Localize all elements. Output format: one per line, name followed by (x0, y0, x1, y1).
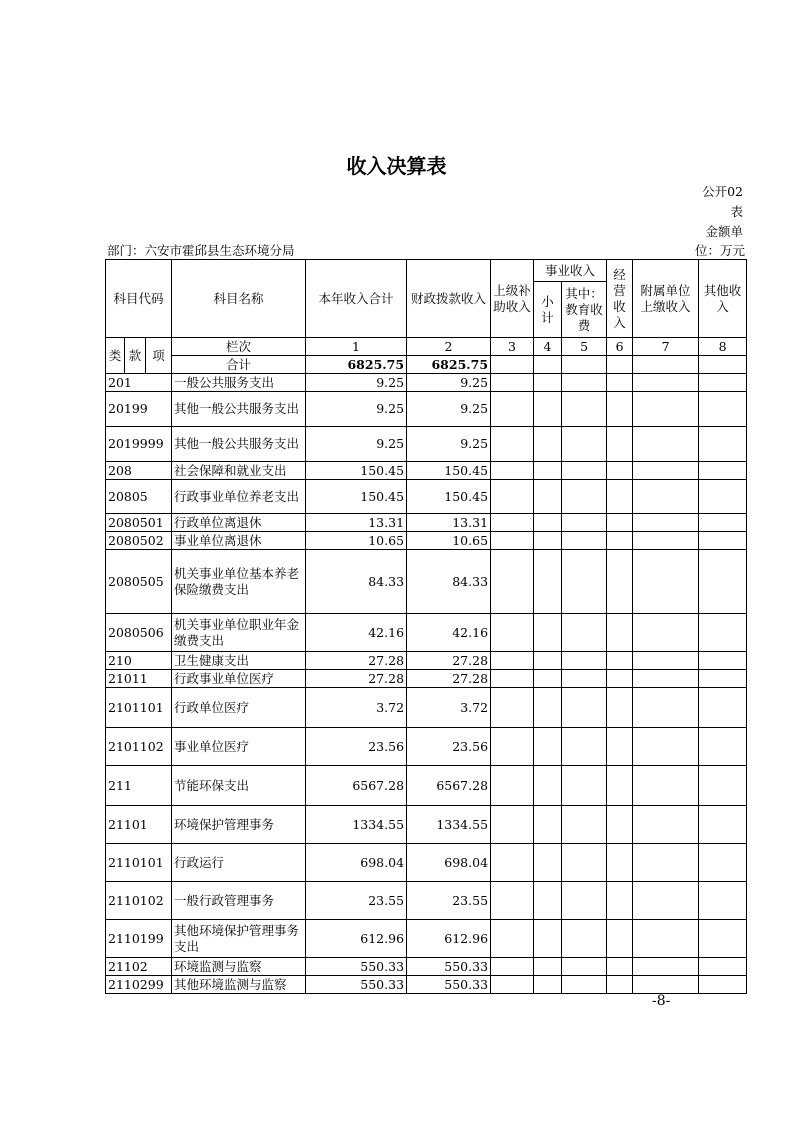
row-superior-subsidy (491, 392, 534, 427)
row-superior-subsidy (491, 514, 534, 532)
table-row (106, 614, 747, 652)
header-xiang: 项 (146, 338, 172, 374)
row-other-income (699, 652, 747, 670)
row-subject-name: 行政事业单位医疗 (172, 670, 306, 688)
row-operating-income (607, 392, 633, 427)
row-operating-income (607, 728, 633, 766)
row-business-subtotal (534, 882, 562, 920)
row-education-fee (562, 462, 607, 480)
row-fiscal-allocation: 9.25 (407, 392, 491, 427)
row-superior-subsidy (491, 728, 534, 766)
row-operating-income (607, 514, 633, 532)
row-education-fee (562, 766, 607, 806)
table-row (106, 427, 747, 462)
row-fiscal-allocation: 9.25 (407, 427, 491, 462)
row-total-income: 42.16 (306, 614, 407, 652)
header-operating-income: 经营收入 (607, 260, 633, 338)
row-operating-income (607, 766, 633, 806)
row-education-fee (562, 882, 607, 920)
row-education-fee (562, 514, 607, 532)
row-business-subtotal (534, 427, 562, 462)
row-subject-code: 2019999 (106, 427, 172, 462)
row-total-income: 84.33 (306, 550, 407, 614)
row-subject-name: 机关事业单位职业年金缴费支出 (172, 614, 306, 652)
header-business-income: 事业收入 (534, 260, 607, 282)
row-affiliated-remit (633, 427, 699, 462)
row-operating-income (607, 958, 633, 976)
row-superior-subsidy (491, 958, 534, 976)
table-row (106, 958, 747, 976)
table-row (106, 374, 747, 392)
row-other-income (699, 427, 747, 462)
row-affiliated-remit (633, 766, 699, 806)
row-operating-income (607, 882, 633, 920)
row-operating-income (607, 614, 633, 652)
row-superior-subsidy (491, 976, 534, 994)
row-affiliated-remit (633, 532, 699, 550)
total-label: 合计 (172, 356, 306, 374)
row-business-subtotal (534, 652, 562, 670)
row-superior-subsidy (491, 532, 534, 550)
row-subject-code: 2080505 (106, 550, 172, 614)
row-other-income (699, 550, 747, 614)
page-title: 收入决算表 (346, 154, 447, 178)
row-business-subtotal (534, 480, 562, 514)
row-affiliated-remit (633, 670, 699, 688)
row-subject-code: 211 (106, 766, 172, 806)
row-affiliated-remit (633, 480, 699, 514)
row-education-fee (562, 652, 607, 670)
row-total-income: 150.45 (306, 462, 407, 480)
row-subject-code: 21101 (106, 806, 172, 844)
row-operating-income (607, 532, 633, 550)
row-operating-income (607, 688, 633, 728)
row-other-income (699, 392, 747, 427)
row-total-income: 550.33 (306, 976, 407, 994)
table-row (106, 688, 747, 728)
row-education-fee (562, 392, 607, 427)
row-total-income: 9.25 (306, 392, 407, 427)
row-total-income: 23.56 (306, 728, 407, 766)
unit-note: 位：万元 (694, 243, 745, 258)
row-superior-subsidy (491, 766, 534, 806)
row-subject-code: 2110199 (106, 920, 172, 958)
row-operating-income (607, 806, 633, 844)
row-subject-name: 行政事业单位养老支出 (172, 480, 306, 514)
row-affiliated-remit (633, 652, 699, 670)
row-total-income: 27.28 (306, 670, 407, 688)
row-business-subtotal (534, 806, 562, 844)
header-education-fee: 其中：教育收费 (562, 282, 607, 338)
row-total-income: 3.72 (306, 688, 407, 728)
row-total-income: 27.28 (306, 652, 407, 670)
row-superior-subsidy (491, 670, 534, 688)
row-business-subtotal (534, 976, 562, 994)
row-subject-code: 20199 (106, 392, 172, 427)
row-business-subtotal (534, 462, 562, 480)
row-education-fee (562, 480, 607, 514)
row-fiscal-allocation: 550.33 (407, 958, 491, 976)
row-operating-income (607, 652, 633, 670)
row-superior-subsidy (491, 550, 534, 614)
row-fiscal-allocation: 42.16 (407, 614, 491, 652)
row-superior-subsidy (491, 427, 534, 462)
page-number: -8- (652, 993, 671, 1009)
row-other-income (699, 688, 747, 728)
department-label: 部门：六安市霍邱县生态环境分局 (107, 243, 295, 258)
col-number-2: 2 (407, 338, 491, 356)
row-fiscal-allocation: 150.45 (407, 462, 491, 480)
row-total-income: 9.25 (306, 374, 407, 392)
row-education-fee (562, 427, 607, 462)
row-fiscal-allocation: 612.96 (407, 920, 491, 958)
row-subject-code: 210 (106, 652, 172, 670)
total-row (106, 356, 747, 374)
row-operating-income (607, 550, 633, 614)
col-number-3: 3 (491, 338, 534, 356)
row-total-income: 9.25 (306, 427, 407, 462)
row-superior-subsidy (491, 374, 534, 392)
row-business-subtotal (534, 766, 562, 806)
row-subject-code: 2110101 (106, 844, 172, 882)
row-subject-name: 节能环保支出 (172, 766, 306, 806)
row-affiliated-remit (633, 550, 699, 614)
row-affiliated-remit (633, 958, 699, 976)
row-other-income (699, 532, 747, 550)
total-fiscal-value: 6825.75 (407, 356, 491, 374)
row-other-income (699, 670, 747, 688)
row-education-fee (562, 374, 607, 392)
row-other-income (699, 882, 747, 920)
row-fiscal-allocation: 23.55 (407, 882, 491, 920)
header-other-income: 其他收入 (699, 260, 747, 338)
row-subject-code: 2080506 (106, 614, 172, 652)
row-subject-code: 2110102 (106, 882, 172, 920)
row-subject-name: 一般行政管理事务 (172, 882, 306, 920)
row-superior-subsidy (491, 844, 534, 882)
row-superior-subsidy (491, 920, 534, 958)
row-total-income: 1334.55 (306, 806, 407, 844)
row-operating-income (607, 670, 633, 688)
unit-note-line-1: 金额单 (705, 224, 743, 239)
row-subject-code: 2110299 (106, 976, 172, 994)
row-total-income: 13.31 (306, 514, 407, 532)
table-row (106, 652, 747, 670)
row-affiliated-remit (633, 462, 699, 480)
table-row (106, 976, 747, 994)
col-number-5: 5 (562, 338, 607, 356)
row-business-subtotal (534, 550, 562, 614)
row-other-income (699, 844, 747, 882)
col-number-4: 4 (534, 338, 562, 356)
row-subject-name: 事业单位医疗 (172, 728, 306, 766)
form-code-line-2: 表 (730, 204, 743, 219)
row-operating-income (607, 374, 633, 392)
row-other-income (699, 614, 747, 652)
table-row (106, 550, 747, 614)
form-code-line-1: 公开02 (702, 184, 743, 199)
table-row (106, 920, 747, 958)
row-affiliated-remit (633, 806, 699, 844)
table-row (106, 844, 747, 882)
row-other-income (699, 976, 747, 994)
row-subject-name: 其他一般公共服务支出 (172, 427, 306, 462)
row-other-income (699, 462, 747, 480)
row-total-income: 612.96 (306, 920, 407, 958)
table-row (106, 728, 747, 766)
row-education-fee (562, 532, 607, 550)
row-operating-income (607, 462, 633, 480)
row-subject-code: 201 (106, 374, 172, 392)
row-total-income: 550.33 (306, 958, 407, 976)
table-row (106, 532, 747, 550)
row-business-subtotal (534, 392, 562, 427)
row-superior-subsidy (491, 652, 534, 670)
header-subject-code: 科目代码 (106, 260, 172, 338)
row-total-income: 150.45 (306, 480, 407, 514)
row-subject-name: 行政单位离退休 (172, 514, 306, 532)
income-settlement-table (105, 259, 747, 994)
header-total-income: 本年收入合计 (306, 260, 407, 338)
row-operating-income (607, 427, 633, 462)
row-fiscal-allocation: 84.33 (407, 550, 491, 614)
table-body (106, 374, 747, 994)
row-subject-code: 2080502 (106, 532, 172, 550)
row-subject-name: 社会保障和就业支出 (172, 462, 306, 480)
row-business-subtotal (534, 514, 562, 532)
row-subject-name: 环境监测与监察 (172, 958, 306, 976)
row-superior-subsidy (491, 882, 534, 920)
row-fiscal-allocation: 1334.55 (407, 806, 491, 844)
table-row (106, 462, 747, 480)
row-total-income: 10.65 (306, 532, 407, 550)
row-subject-code: 21011 (106, 670, 172, 688)
row-subject-name: 机关事业单位基本养老保险缴费支出 (172, 550, 306, 614)
header-column-index: 栏次 (172, 338, 306, 356)
row-business-subtotal (534, 688, 562, 728)
row-superior-subsidy (491, 806, 534, 844)
row-other-income (699, 374, 747, 392)
row-other-income (699, 514, 747, 532)
row-business-subtotal (534, 374, 562, 392)
header-subtotal: 小计 (534, 282, 562, 338)
row-subject-name: 行政运行 (172, 844, 306, 882)
row-fiscal-allocation: 23.56 (407, 728, 491, 766)
row-subject-code: 2080501 (106, 514, 172, 532)
row-other-income (699, 920, 747, 958)
row-other-income (699, 480, 747, 514)
row-subject-code: 2101101 (106, 688, 172, 728)
row-subject-name: 事业单位离退休 (172, 532, 306, 550)
row-subject-code: 21102 (106, 958, 172, 976)
col-number-8: 8 (699, 338, 747, 356)
table-row (106, 514, 747, 532)
row-business-subtotal (534, 670, 562, 688)
col-number-1: 1 (306, 338, 407, 356)
form-code (702, 182, 743, 242)
row-operating-income (607, 920, 633, 958)
row-education-fee (562, 920, 607, 958)
row-total-income: 6567.28 (306, 766, 407, 806)
col-number-7: 7 (633, 338, 699, 356)
row-business-subtotal (534, 844, 562, 882)
table-row (106, 882, 747, 920)
row-operating-income (607, 844, 633, 882)
row-total-income: 23.55 (306, 882, 407, 920)
row-operating-income (607, 976, 633, 994)
table-header (106, 260, 747, 374)
header-superior-subsidy: 上级补助收入 (491, 260, 534, 338)
table-row (106, 480, 747, 514)
row-fiscal-allocation: 9.25 (407, 374, 491, 392)
table-row (106, 392, 747, 427)
row-education-fee (562, 670, 607, 688)
row-fiscal-allocation: 27.28 (407, 670, 491, 688)
col-number-6: 6 (607, 338, 633, 356)
header-lei: 类 (106, 338, 125, 374)
row-other-income (699, 958, 747, 976)
row-other-income (699, 728, 747, 766)
row-fiscal-allocation: 10.65 (407, 532, 491, 550)
header-fiscal-allocation: 财政拨款收入 (407, 260, 491, 338)
table-row (106, 670, 747, 688)
row-superior-subsidy (491, 462, 534, 480)
row-superior-subsidy (491, 614, 534, 652)
row-business-subtotal (534, 728, 562, 766)
row-education-fee (562, 688, 607, 728)
row-education-fee (562, 550, 607, 614)
row-subject-name: 其他一般公共服务支出 (172, 392, 306, 427)
row-subject-name: 一般公共服务支出 (172, 374, 306, 392)
header-kuan: 款 (125, 338, 146, 374)
row-subject-name: 其他环境保护管理事务支出 (172, 920, 306, 958)
row-affiliated-remit (633, 844, 699, 882)
row-business-subtotal (534, 614, 562, 652)
row-fiscal-allocation: 698.04 (407, 844, 491, 882)
row-subject-name: 卫生健康支出 (172, 652, 306, 670)
table-row (106, 806, 747, 844)
row-fiscal-allocation: 6567.28 (407, 766, 491, 806)
row-superior-subsidy (491, 688, 534, 728)
row-education-fee (562, 728, 607, 766)
row-affiliated-remit (633, 976, 699, 994)
row-affiliated-remit (633, 688, 699, 728)
row-education-fee (562, 806, 607, 844)
row-fiscal-allocation: 3.72 (407, 688, 491, 728)
row-total-income: 698.04 (306, 844, 407, 882)
row-affiliated-remit (633, 728, 699, 766)
row-subject-code: 20805 (106, 480, 172, 514)
row-education-fee (562, 614, 607, 652)
row-affiliated-remit (633, 614, 699, 652)
row-affiliated-remit (633, 920, 699, 958)
row-subject-name: 行政单位医疗 (172, 688, 306, 728)
row-operating-income (607, 480, 633, 514)
row-affiliated-remit (633, 392, 699, 427)
row-subject-name: 环境保护管理事务 (172, 806, 306, 844)
header-affiliated-remit: 附属单位上缴收入 (633, 260, 699, 338)
row-affiliated-remit (633, 374, 699, 392)
row-subject-name: 其他环境监测与监察 (172, 976, 306, 994)
row-education-fee (562, 976, 607, 994)
row-subject-code: 2101102 (106, 728, 172, 766)
total-income-value: 6825.75 (306, 356, 407, 374)
row-education-fee (562, 958, 607, 976)
row-affiliated-remit (633, 882, 699, 920)
row-subject-code: 208 (106, 462, 172, 480)
row-fiscal-allocation: 13.31 (407, 514, 491, 532)
row-fiscal-allocation: 550.33 (407, 976, 491, 994)
row-business-subtotal (534, 958, 562, 976)
table-row (106, 766, 747, 806)
row-education-fee (562, 844, 607, 882)
row-other-income (699, 766, 747, 806)
row-affiliated-remit (633, 514, 699, 532)
header-subject-name: 科目名称 (172, 260, 306, 338)
row-other-income (699, 806, 747, 844)
row-business-subtotal (534, 532, 562, 550)
row-superior-subsidy (491, 480, 534, 514)
row-fiscal-allocation: 150.45 (407, 480, 491, 514)
row-business-subtotal (534, 920, 562, 958)
row-fiscal-allocation: 27.28 (407, 652, 491, 670)
